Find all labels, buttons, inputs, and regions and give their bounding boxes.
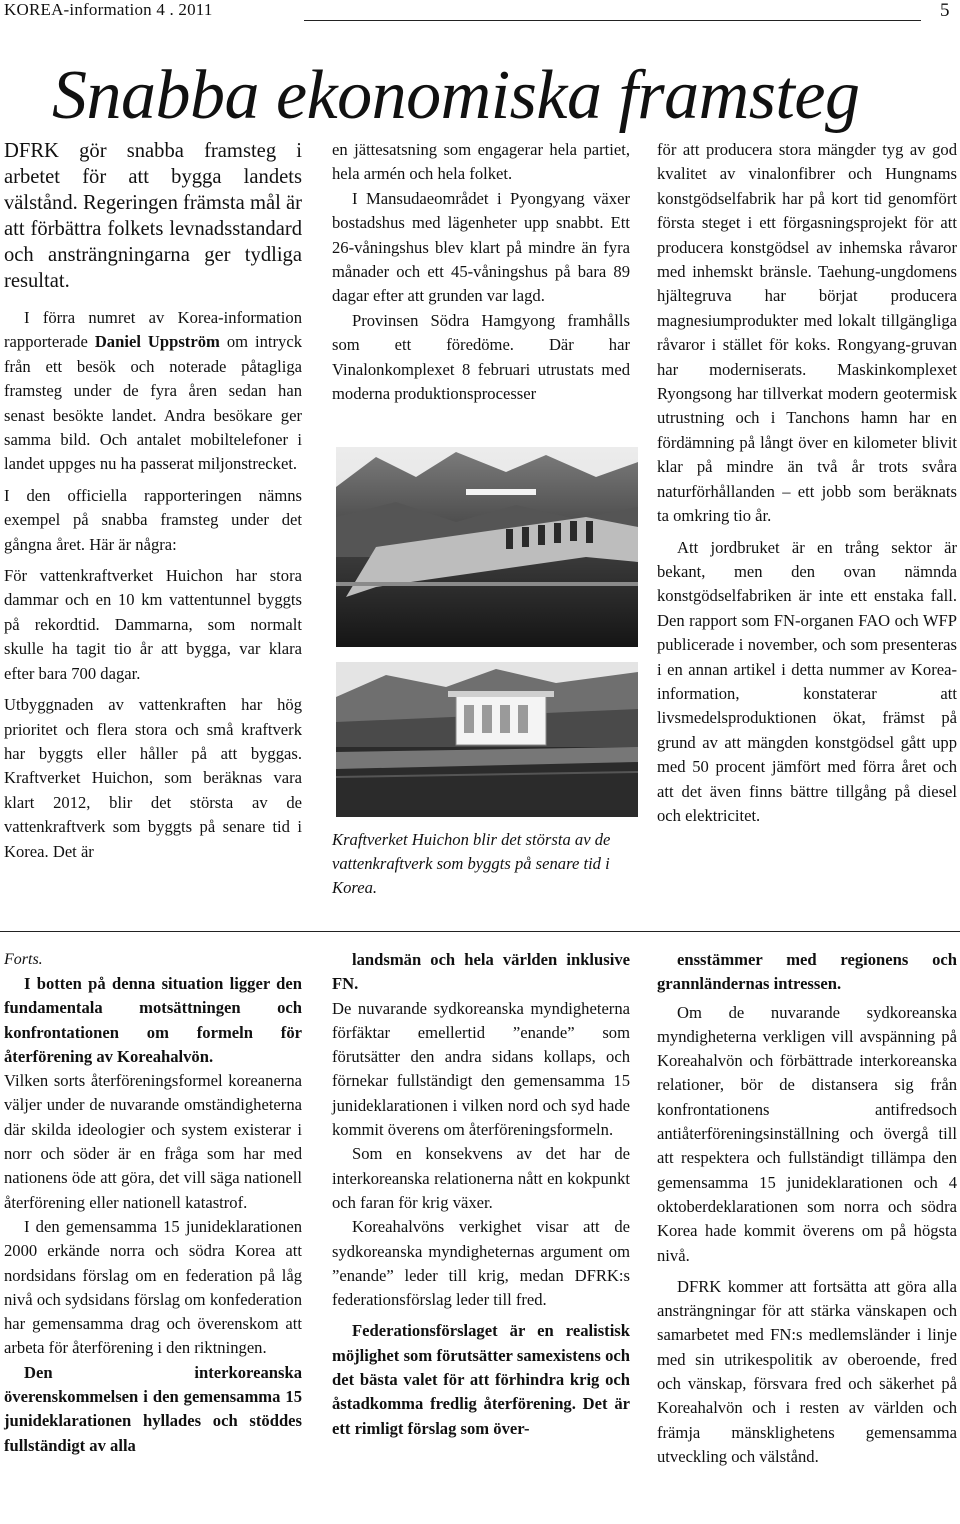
paragraph: För vattenkraftverket Huichon har stora dammar och en 10 km vattentunnel byggts på rekordtid. Dammarna, som normalt skulle ha tagit tio år att bygga, var klara efter bara 700 dagar. <box>4 566 302 683</box>
section-divider <box>0 931 960 932</box>
continued-column-2 <box>332 948 630 1441</box>
paragraph: I den officiella rapporteringen nämns exempel på snabba framsteg under det gångna året. Här är några: <box>4 485 302 554</box>
article-column-1 <box>4 138 302 864</box>
paragraph: Vilken sorts återföreningsformel koreanerna väljer under de nuvarande omständigheterna där skilda ideologier och system existerar i norr och söder är en fråga som har med nationens öde att göra, det vill säga nationell återförening eller nationell katastrof. <box>4 1071 302 1212</box>
bold-paragraph: landsmän och hela världen inklusive FN. <box>332 950 630 994</box>
lead-paragraph: DFRK gör snabba framsteg i arbetet för att bygga landets välstånd. Regeringen främsta mål är att förbättra folkets levnadsstandard och ansträngningarna ger tydliga resultat. <box>4 140 302 292</box>
continued-column-3 <box>657 948 957 1469</box>
headline: Snabba ekonomiska framsteg <box>52 57 860 134</box>
paragraph: Koreahalvöns verkighet visar att de sydkoreanska myndigheternas argument om ”enande” leder till krig, medan DFRK:s federationsförslag leder till fred. <box>332 1217 630 1310</box>
paragraph: Provinsen Södra Hamgyong framhålls som ett föredöme. Där har Vinalonkomplexet 8 februari utrustats med moderna produktionsprocesser <box>332 310 630 404</box>
article-column-3 <box>657 138 957 828</box>
paragraph: Utbyggnaden av vattenkraften har hög prioritet och flera stora och små kraftverk har byggts eller håller på att byggas. Kraftverket Huichon, som beräknas vara klart 2012, blir det största av de vattenkraftverk som byggts på senare tid i Korea. Det är <box>4 695 302 861</box>
header-rule <box>304 20 921 21</box>
photo-caption: Kraftverket Huichon blir det största av de vattenkraftverk som byggts på senare tid i Korea. <box>332 830 611 897</box>
continued-column-1 <box>4 972 302 1458</box>
bold-paragraph: I botten på denna situation ligger den fundamentala motsättningen och konfrontationen om formeln för återförening av Koreahalvön. <box>4 974 302 1066</box>
paragraph: för att producera stora mängder tyg av god kvalitet av vinalonfibrer och Hungnams konstgödselfabrik har på kort tid genomfört första steget i ett förgasningsprojekt för att producera konstgödsel av inhemska råvaror med inhemskt bränsle. Taehung-ungdomens hjältegruva har börjat producera magnesiumprodukter med lokalt tillgängliga råvaror i stället för koks. Rongyang-gruvan har moderniserats. Maskinkomplexet Ryongsong har tillverkat modern geotermisk utrustning och i Tanchons hamn har en fördämning på långt över en kilometer blivit klar på mindre än två år trots svåra naturförhållanden – ett jobb som beräknats ta omkring tio år. <box>657 140 957 526</box>
bold-paragraph: Federationsförslaget är en realistisk möjlighet som förutsätter samexistens och det bästa valet för att förhindra krig och åstadkomma fredlig återförening. Det är ett rimligt förslag som över- <box>332 1321 630 1438</box>
page-number: 5 <box>940 0 950 21</box>
paragraph: Om de nuvarande sydkoreanska myndigheterna verkligen vill avspänning på Koreahalvön och förbättrade interkoreanska relationer, bör de distansera sig från konfrontationens antifredsoch antiåterföreningsinställning och övergå till att respektera och fullständigt tillämpa den gemensamma 15 junideklarationen och 4 oktoberdeklarationen som norra och södra Korea hade kommit överens om på högsta nivå. <box>657 1002 957 1265</box>
paragraph: De nuvarande sydkoreanska myndigheterna förfäktar emellertid ”enande” som förutsätter den andra sidans kollaps, och förnekar fullständigt den gemensamma 15 junideklarationen i vilken nord och syd hade kommit överens om återföreningsformeln. <box>332 998 630 1140</box>
paragraph: I förra numret av Korea-information rapporterade Daniel Uppström om intryck från ett besök och noterade påtagliga framsteg under de fyra åren sedan han senast besökte landet. Andra besökare ger samma bild. Och antalet mobiltelefoner i landet uppges nu ha passerat miljonstrecket. <box>4 308 303 474</box>
bold-paragraph: ensstämmer med regionens och grannländernas intressen. <box>657 950 957 994</box>
continued-label: Forts. <box>4 951 43 968</box>
paragraph: DFRK kommer att fortsätta att göra alla ansträngningar för att stärka vänskapen och samarbetet med FN:s medlemsländer i linje med sin utrikespolitik av oberoende, fred och vänskap, försvara fred och säkerhet på Koreahalvön och i resten av världen och främja mänsklighetens gemensamma utveckling och välstånd. <box>657 1276 957 1466</box>
paragraph: en jättesatsning som engagerar hela partiet, hela armén och hela folket. <box>332 140 630 184</box>
hydropower-plant-photo <box>336 447 638 817</box>
bold-paragraph: Den interkoreanska överenskommelsen i den gemensamma 15 junideklarationen hyllades och stöddes fullständigt av alla <box>4 1362 302 1455</box>
paragraph: I Mansudaeområdet i Pyongyang växer bostadshus med lägenheter upp snabbt. Ett 26-våningshus blev klart på mindre än fyra månader och ett 45-våningshus på bara 89 dagar efter att grunden var lagd. <box>332 188 630 306</box>
paragraph: Att jordbruket är en trång sektor är bekant, men den ovan nämnda konstgödselfabriken är inte ett enstaka fall. Den rapport som FN-organen FAO och WFP publicerade i november, och som presenteras i en annan artikel i detta nummer av Korea-information, konstaterar att livsmedelsproduktionen ökat, främst på grund av att mängden konstgödsel gått upp med 50 procent jämfört med förra året och att det även finns bättre tillgång på diesel och elektricitet. <box>657 537 957 825</box>
article-column-2 <box>332 138 630 406</box>
paragraph: Som en konsekvens av det har de interkoreanska relationerna nått en kokpunkt och faran för krig växer. <box>332 1144 630 1212</box>
publication-header: KOREA-information 4 . 2011 <box>4 0 213 19</box>
author-name: Daniel Uppström <box>94 332 220 352</box>
paragraph: I den gemensamma 15 junideklarationen 2000 erkände norra och södra Korea att nordsidans förslag om en federation på låg nivå och sydsidans förslag om konfederation har gemensamma drag och överenskom att arbeta för återförening i den riktningen. <box>4 1216 302 1358</box>
